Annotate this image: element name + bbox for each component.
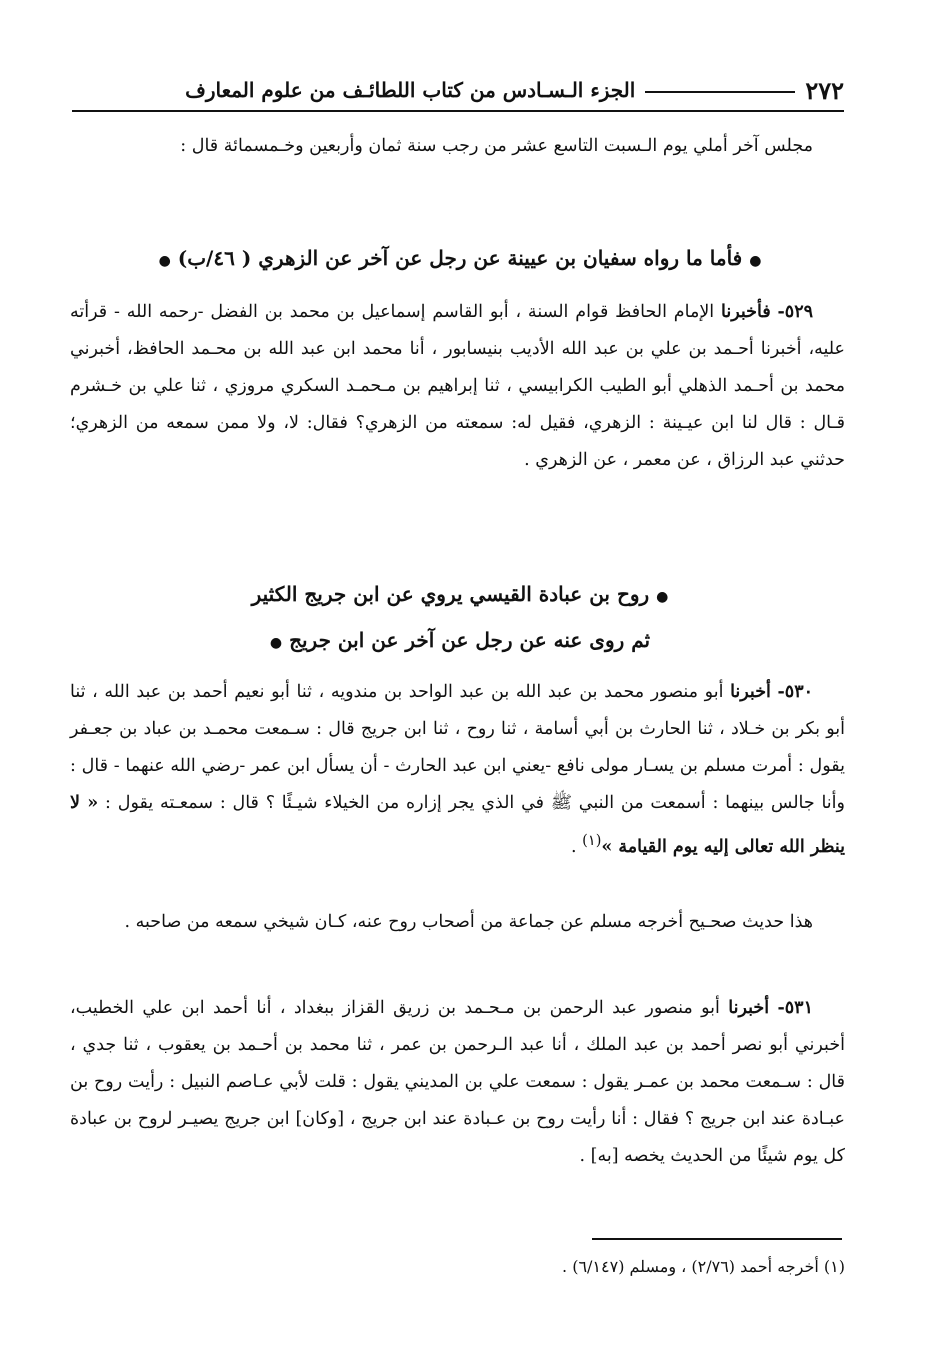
hadith-531	[70, 990, 845, 1175]
section-heading-2-line-2-text: ثم روى عنه عن رجل عن آخر عن ابن جريج	[289, 628, 651, 652]
hadith-lead: أخبرنا	[730, 682, 771, 702]
hadith-529	[70, 294, 845, 479]
running-title: الجزء الـسـادس من كتاب اللطائـف من علوم المعارف	[185, 78, 636, 102]
hadith-text: الإمام الحافظ قوام السنة ، أبو القاسم إسماعيل بن محمد بن الفضل -رحمه الله - قرأته عليه، أخبرنا أحـمد بن علي بن عبد الله الأديب بنيسابور ، أنا محمد ابن عبد الله بن محـمد الحافظ، أخبرني محمد بن أحـمد الذهلي أبو الطيب الكرابيسي ، ثنا إبراهيم بن مـحمـد السكري مروزي ، ثنا علي بن خـشرم قـال : قال لنا ابن عيـينة : الزهري، فقيل له: سمعته من الزهري؟ فقال: لا، ولا ممن سمعه من الزهري؛ حدثني عبد الرزاق ، عن معمر ، عن الزهري .	[70, 302, 845, 470]
hadith-text: أبو منصور محمد بن عبد الله بن عبد الواحد بن مندويه ، ثنا أبو نعيم أحمد بن عبد الله ، ثنا أبو بكر بن خـلاد ، ثنا الحارث بن أبي أسامة ، ثنا روح ، ثنا ابن جريج قال : سـمعت محمـد بن عباد بن جعـفر يقول : أمرت مسلم بن يسـار مولى نافع -يعني ابن عبد الحارث - أن يسأل ابن عمر -رضي الله عنهما - قال : وأنا جالس بينهما : أسمعت من النبي ﷺ في الذي يجر إزاره من الخيلاء شيـئًا ؟ قال : سمعـته يقول :	[70, 682, 845, 813]
footnote-separator	[592, 1238, 842, 1240]
footnote-marker: (١)	[582, 832, 602, 849]
sentence-end: .	[571, 836, 577, 857]
hadith-number: ٥٣٠-	[777, 682, 813, 702]
bullet-icon: ●	[158, 253, 171, 269]
page-number: ٢٧٢	[805, 75, 844, 105]
page-header	[72, 70, 844, 112]
hadith-text: أبو منصور عبد الرحمن بن مـحـمد بن زريق القزاز ببغداد ، أنا أحمد ابن علي الخطيب، أخبرني أبو نصر أحمد بن عبد الملك ، أنا عبد الـرحمن بن عمر ، ثنا محمد بن أحـمد بن يعقوب ، ثنا جدي ، قال : سـمعت محمد بن عمـر يقول : سمعت علي بن المديني يقول : قلت لأبي عـاصم النبيل : رأيت روح بن عبـادة عند ابن جريج ؟ فقال : أنا رأيت روح بن عـبادة عند ابن جريج ، [وكان] ابن جريج يصيـر لروح بن عبادة كل يوم شيئًا من الحديث يخصه [به] .	[70, 998, 845, 1166]
section-heading-2-line-1	[90, 582, 830, 606]
intro-paragraph: مجلس آخر أملي يوم الـسبت التاسع عشر من رجب سنة ثمان وأربعين وخـمسمائة قال :	[180, 136, 813, 156]
section-heading-2-line-2	[90, 628, 830, 652]
footnote: (١) أخرجه أحمد (٢/٧٦) ، ومسلم (٦/١٤٧) .	[562, 1257, 845, 1276]
hadith-530	[70, 674, 845, 866]
hadith-lead: فأخبرنا	[721, 302, 771, 322]
section-heading-1-text: فأما ما رواه سفيان بن عيينة عن رجل عن آخر عن الزهري ( ٤٦/ب)	[177, 246, 743, 270]
hadith-number: ٥٣١-	[777, 998, 813, 1018]
bullet-icon: ●	[656, 589, 669, 605]
hadith-lead: أخبرنا	[728, 998, 770, 1018]
hadith-number: ٥٢٩-	[777, 302, 813, 322]
hadith-quote: « لا ينظر الله تعالى إليه يوم القيامة »	[70, 793, 845, 857]
commentary-paragraph: هذا حديث صحـيح أخرجه مسلم عن جماعة من أصحاب روح عنه، كـان شيخي سمعه من صاحبه .	[124, 912, 813, 932]
section-heading-1	[90, 246, 830, 270]
bullet-icon: ●	[269, 635, 283, 651]
bullet-icon: ●	[749, 253, 762, 269]
header-rule	[645, 91, 795, 93]
section-heading-2-line-1-text: روح بن عبادة القيسي يروي عن ابن جريج الكثير	[251, 582, 650, 606]
